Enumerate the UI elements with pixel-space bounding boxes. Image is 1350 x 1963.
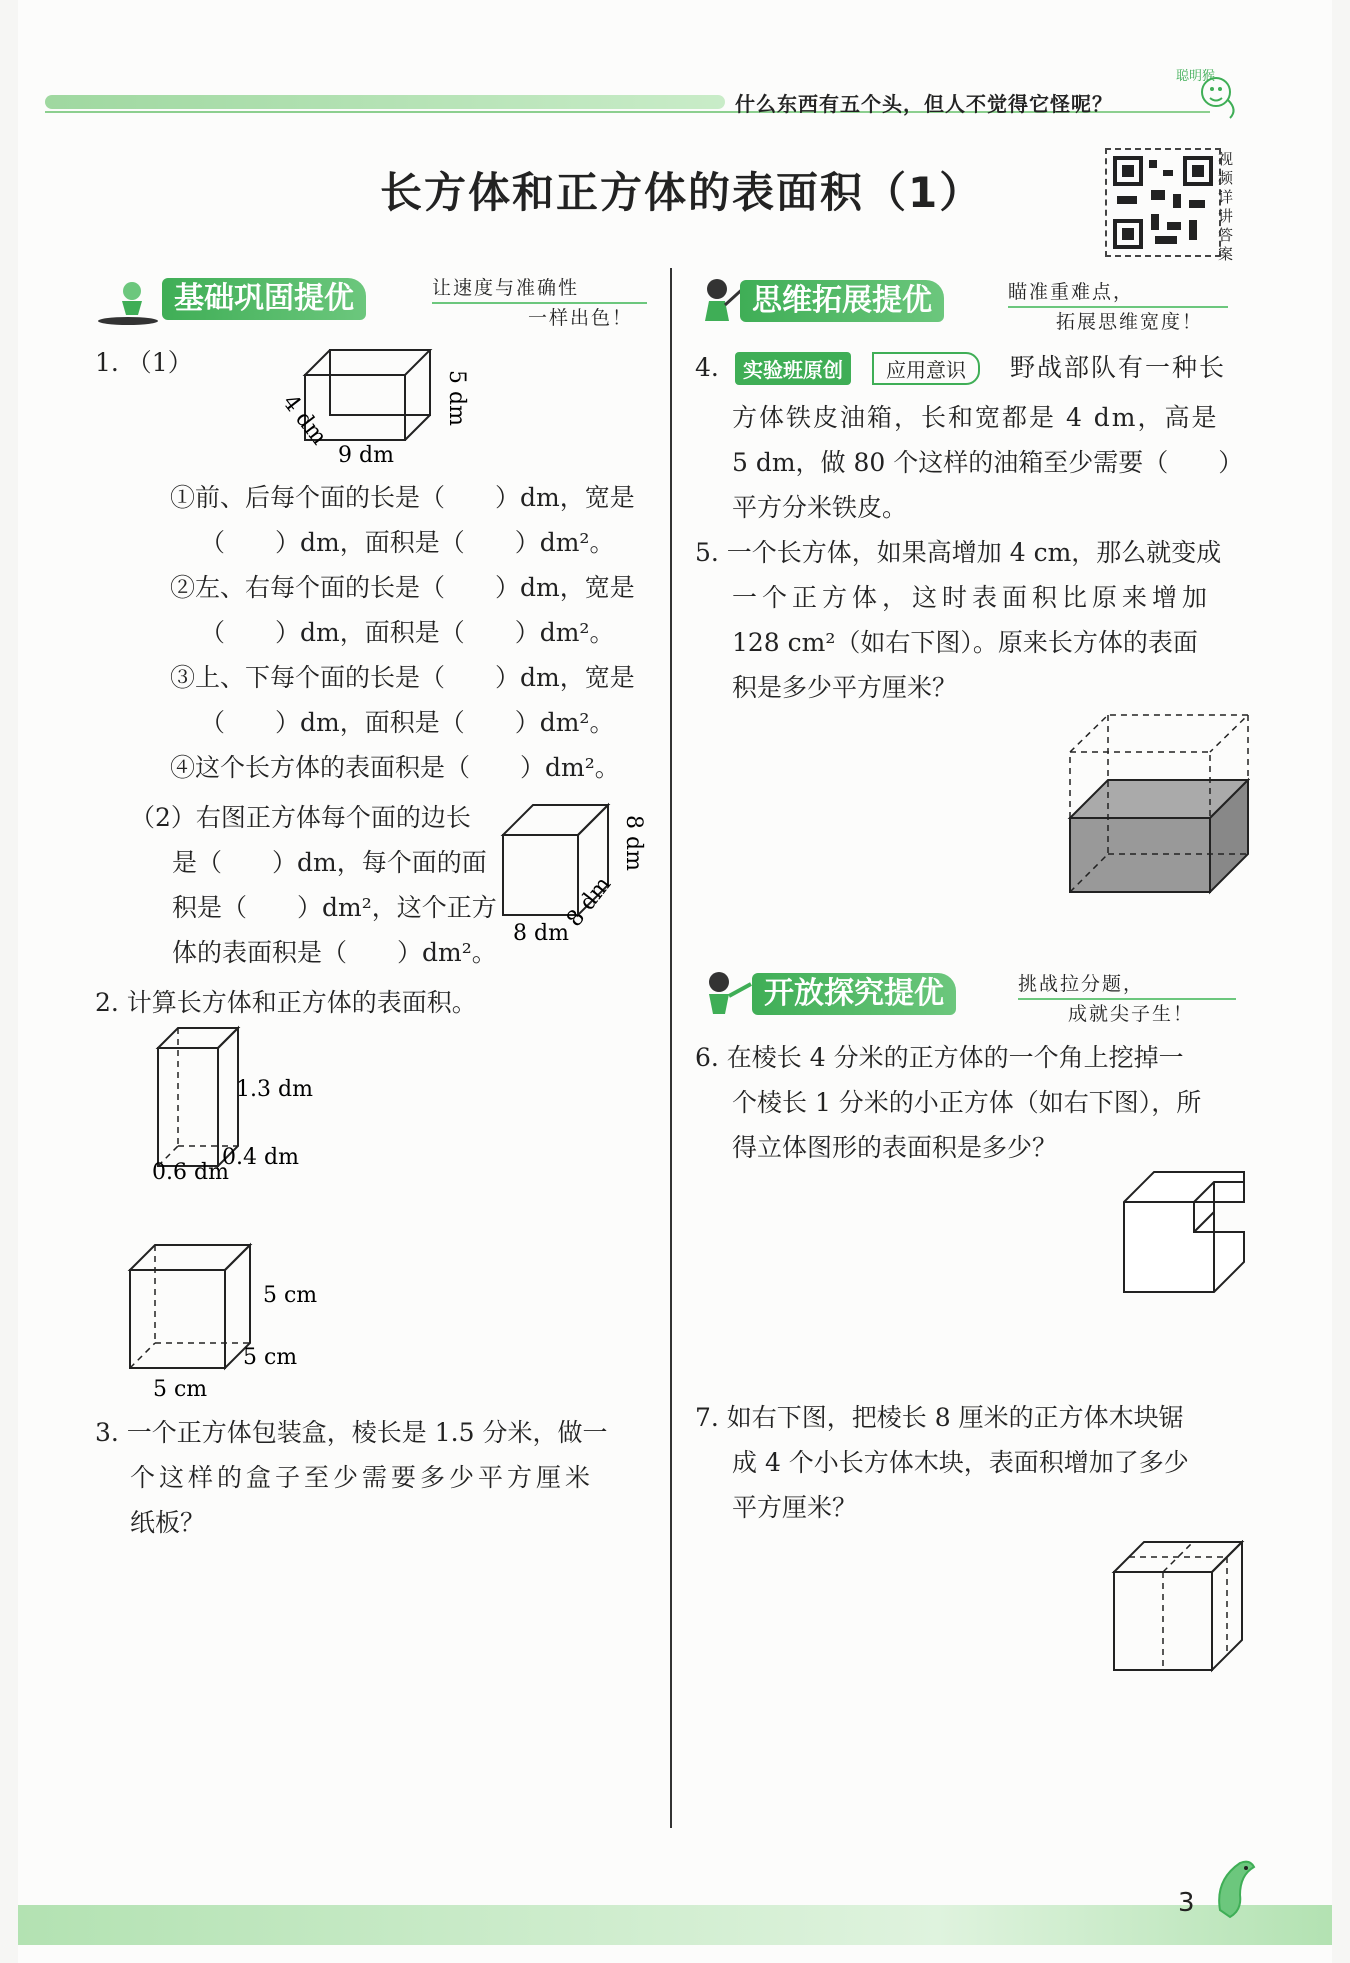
q3-line-1: 3. 一个正方体包装盒，棱长是 1.5 分米，做一 [95, 1418, 608, 1447]
q1-line-1: ①前、后每个面的长是（ ）dm，宽是 [170, 483, 635, 512]
q6-line-2: 个棱长 1 分米的小正方体（如右下图），所 [732, 1088, 1202, 1117]
q4-number: 4. [695, 353, 719, 382]
q3-line-2: 个这样的盒子至少需要多少平方厘米 [130, 1463, 595, 1492]
q1-fig2-edge-b: 8 dm [562, 872, 617, 932]
q4-first: 野战部队有一种长 [1010, 353, 1227, 382]
q7-line-2: 成 4 个小长方体木块，表面积增加了多少 [732, 1448, 1189, 1477]
section-note-open-1: 挑战拉分题， [1018, 973, 1145, 995]
section-banner-open: 开放探究提优 [752, 973, 956, 1015]
mascot-text: 聪明猴 [1176, 69, 1216, 84]
section-note-think-1: 瞄准重难点， [1008, 281, 1135, 303]
q1-line-6: （ ）dm，面积是（ ）dm²。 [200, 708, 615, 737]
q5-line-1: 5. 一个长方体，如果高增加 4 cm，那么就变成 [695, 538, 1222, 567]
q2-cube-figure [125, 1240, 335, 1405]
q4-line-2: 5 dm，做 80 个这样的油箱至少需要（ ） [732, 448, 1244, 477]
section-note-open-2: 成就尖子生！ [1068, 1003, 1195, 1025]
q7-line-3: 平方厘米？ [732, 1493, 858, 1522]
footer-band [18, 1905, 1332, 1945]
q1-line-7: ④这个长方体的表面积是（ ）dm²。 [170, 753, 620, 782]
q1-line-4: （ ）dm，面积是（ ）dm²。 [200, 618, 615, 647]
q4-line-3: 平方分米铁皮。 [732, 493, 908, 522]
q1-fig1-height: 5 dm [444, 370, 469, 426]
q1-line-3: ②左、右每个面的长是（ ）dm，宽是 [170, 573, 635, 602]
q6-notched-cube-figure [1120, 1170, 1250, 1295]
q5-line-4: 积是多少平方厘米？ [732, 673, 958, 702]
section-note-basic-1: 让速度与准确性 [432, 277, 580, 299]
q1-fig2-edge-a: 8 dm [513, 921, 569, 946]
q1-line-2: （ ）dm，面积是（ ）dm²。 [200, 528, 615, 557]
q2-fig1-height: 1.3 dm [236, 1077, 313, 1102]
q5-line-2: 一个正方体，这时表面积比原来增加 [732, 583, 1213, 612]
q1-fig1-width: 4 dm [277, 390, 332, 450]
q2-fig2-width: 5 cm [243, 1345, 298, 1370]
header-riddle: 什么东西有五个头，但人不觉得它怪呢？ [735, 92, 1113, 116]
column-divider [670, 268, 672, 1828]
q2-fig2-height: 5 cm [263, 1283, 318, 1308]
qr-code[interactable] [1105, 148, 1221, 257]
section-note-think-2: 拓展思维宽度！ [1056, 311, 1204, 333]
q1-cuboid-figure [270, 340, 480, 470]
q2-fig2-length: 5 cm [153, 1377, 208, 1402]
q1-part2-line-4: 体的表面积是（ ）dm²。 [172, 938, 497, 967]
dolphin-mascot-icon [1210, 1855, 1260, 1925]
q1-part2-line-3: 积是（ ）dm²，这个正方 [172, 893, 497, 922]
q2-fig1-length: 0.6 dm [152, 1160, 229, 1180]
q1-part2-line-2: 是（ ）dm，每个面的面 [172, 848, 487, 877]
q6-line-1: 6. 在棱长 4 分米的正方体的一个角上挖掉一 [695, 1043, 1184, 1072]
q6-line-3: 得立体图形的表面积是多少？ [732, 1133, 1058, 1162]
q4-line-1: 方体铁皮油箱，长和宽都是 4 dm，高是 [732, 403, 1219, 432]
q3-line-3: 纸板？ [130, 1508, 206, 1537]
header-band [45, 95, 725, 109]
q2-fig1-width: 0.4 dm [222, 1145, 299, 1170]
page-title: 长方体和正方体的表面积（1） [380, 168, 984, 217]
qr-note: 视频详讲答案 [1218, 150, 1234, 263]
q5-cuboid-extension-figure [1060, 710, 1250, 900]
q4-tag-application: 应用意识 [872, 352, 980, 385]
section-banner-basic: 基础巩固提优 [162, 278, 366, 320]
section-note-basic-2: 一样出色！ [528, 307, 634, 329]
q1-head: 1. （1） [95, 348, 193, 377]
section-banner-think: 思维拓展提优 [740, 280, 944, 322]
q7-cut-cube-figure [1110, 1540, 1250, 1675]
q2-text: 2. 计算长方体和正方体的表面积。 [95, 988, 477, 1017]
q7-line-1: 7. 如右下图，把棱长 8 厘米的正方体木块锯 [695, 1403, 1184, 1432]
q1-fig1-length: 9 dm [338, 443, 394, 468]
q1-part2-line-1: （2）右图正方体每个面的边长 [130, 803, 471, 832]
q2-cuboid-figure [140, 1020, 340, 1180]
q5-line-3: 128 cm²（如右下图）。原来长方体的表面 [732, 628, 1198, 657]
page-number: 3 [1178, 1888, 1195, 1918]
qr-pattern-icon [1107, 150, 1219, 255]
monkey-mascot-icon [1170, 62, 1240, 122]
q1-line-5: ③上、下每个面的长是（ ）dm，宽是 [170, 663, 635, 692]
q4-tag-original: 实验班原创 [735, 352, 851, 385]
q1-fig2-edge-c: 8 dm [621, 815, 646, 871]
skateboard-kid-icon [92, 277, 162, 327]
q1-cube-figure [495, 800, 660, 950]
